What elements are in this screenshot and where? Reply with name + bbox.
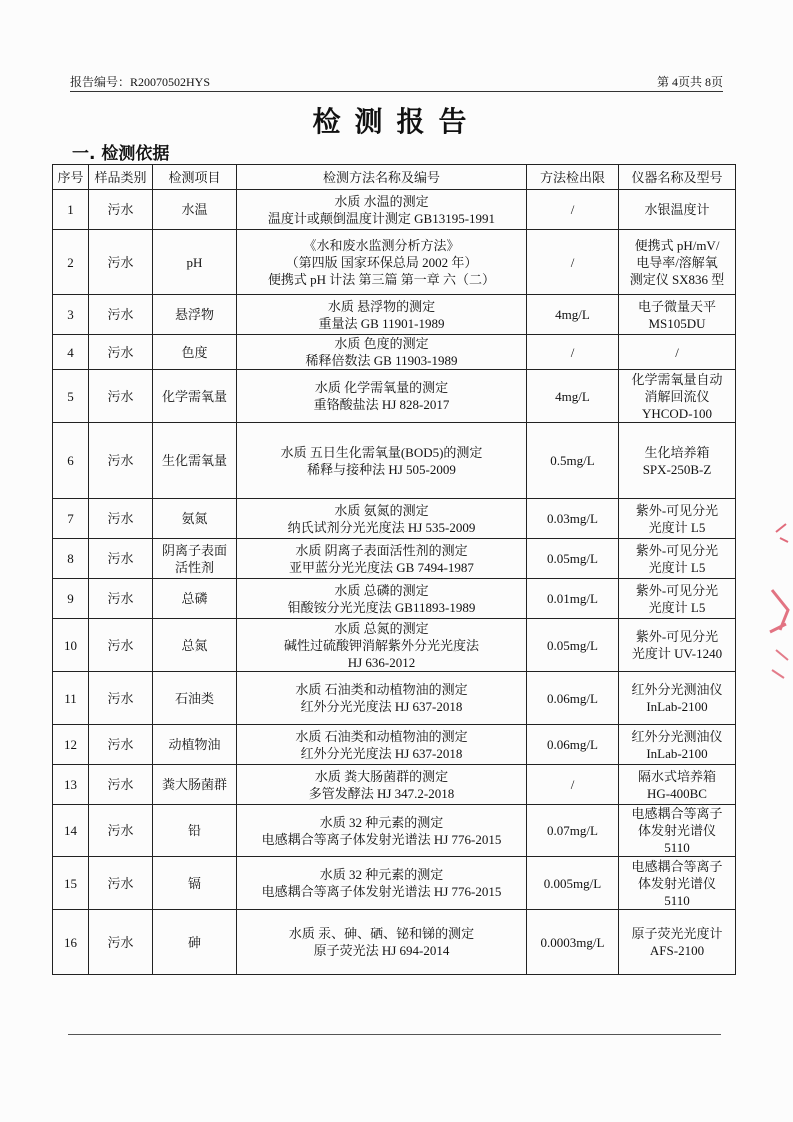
instrument-cell: [619, 335, 736, 370]
instrument-cell-line: 紫外-可见分光: [635, 582, 719, 598]
detection-limit-cell: 0.07mg/L: [527, 805, 619, 857]
detection-limit-cell: /: [527, 335, 619, 370]
sample-category-cell: 污水: [89, 805, 153, 857]
table-row: [53, 190, 736, 230]
method-cell-line: 水质 32 种元素的测定: [319, 814, 444, 830]
table-body: [53, 190, 736, 975]
instrument-cell-line: 原子荧光光度计: [631, 926, 723, 941]
seal-stamp-fragment: [766, 520, 793, 690]
method-cell-line: 水质 石油类和动植物油的测定: [295, 682, 468, 697]
test-item-cell-line: 粪大肠菌群: [161, 777, 227, 792]
instrument-cell-line: MS105DU: [648, 315, 706, 331]
instrument-cell-line: HG-400BC: [647, 785, 707, 801]
test-item-cell: [153, 499, 237, 539]
footer-rule: [68, 1034, 721, 1035]
sample-category-cell: 污水: [89, 190, 153, 230]
table-row: [53, 579, 736, 619]
method-cell-line: 重铬酸盐法 HJ 828-2017: [313, 397, 450, 412]
row-number-cell: 3: [53, 295, 89, 335]
instrument-cell: [619, 230, 736, 295]
method-cell-line: 水质 石油类和动植物油的测定: [295, 728, 468, 744]
instrument-cell-line: 电感耦合等离子: [631, 806, 723, 821]
instrument-cell-line: 体发射光谱仪: [637, 875, 716, 891]
method-cell: [237, 857, 527, 910]
row-number-cell: 15: [53, 857, 89, 910]
table-row: [53, 499, 736, 539]
table-header-row: [53, 165, 736, 190]
instrument-cell-line: 紫外-可见分光: [635, 629, 719, 644]
method-cell-line: 电感耦合等离子体发射光谱法 HJ 776-2015: [261, 884, 502, 899]
method-cell: [237, 672, 527, 725]
instrument-cell-line: 光度计 UV-1240: [631, 646, 723, 661]
header-rule: [70, 91, 723, 92]
test-item-cell: [153, 230, 237, 295]
method-cell: [237, 190, 527, 230]
test-item-cell-line: 悬浮物: [174, 307, 214, 322]
method-cell-line: 碱性过硫酸钾消解紫外分光光度法: [283, 637, 479, 653]
test-item-cell: [153, 423, 237, 499]
row-number-cell: 1: [53, 190, 89, 230]
instrument-cell-line: 紫外-可见分光: [635, 542, 719, 558]
method-cell-line: 水质 五日生化需氧量(BOD5)的测定: [280, 444, 483, 460]
method-cell-line: 重量法 GB 11901-1989: [318, 315, 445, 331]
instrument-cell-line: 电感耦合等离子: [631, 858, 723, 874]
method-cell-line: HJ 636-2012: [347, 654, 416, 670]
method-cell: [237, 295, 527, 335]
method-cell-line: 水质 总磷的测定: [334, 582, 429, 598]
instrument-cell-line: YHCOD-100: [641, 405, 713, 421]
sample-category-cell: 污水: [89, 295, 153, 335]
method-cell: [237, 335, 527, 370]
row-number-cell: 5: [53, 370, 89, 423]
instrument-cell: [619, 423, 736, 499]
instrument-cell: [619, 672, 736, 725]
test-item-cell: [153, 619, 237, 672]
test-item-cell-line: 水温: [181, 202, 208, 217]
test-item-cell-line: pH: [186, 254, 203, 270]
column-header: 检测方法名称及编号: [237, 165, 527, 190]
method-cell: [237, 765, 527, 805]
method-cell-line: 水质 色度的测定: [334, 336, 429, 351]
method-cell: [237, 423, 527, 499]
detection-limit-cell: 0.05mg/L: [527, 539, 619, 579]
table-row: [53, 335, 736, 370]
method-cell-line: 温度计或颠倒温度计测定 GB13195-1991: [267, 210, 496, 226]
instrument-cell-line: 红外分光测油仪: [631, 728, 723, 744]
instrument-cell-line: 生化培养箱: [644, 444, 710, 460]
method-cell-line: 红外分光光度法 HJ 637-2018: [300, 699, 463, 714]
column-header: 序号: [53, 165, 89, 190]
column-header: 样品类别: [89, 165, 153, 190]
test-item-cell: [153, 805, 237, 857]
instrument-cell-line: InLab-2100: [646, 745, 708, 761]
table-row: [53, 910, 736, 975]
method-cell-line: 红外分光光度法 HJ 637-2018: [300, 745, 463, 761]
detection-limit-cell: 0.01mg/L: [527, 579, 619, 619]
detection-limit-cell: 0.06mg/L: [527, 725, 619, 765]
row-number-cell: 16: [53, 910, 89, 975]
test-item-cell-line: 总磷: [181, 591, 208, 606]
detection-limit-cell: 4mg/L: [527, 295, 619, 335]
test-item-cell-line: 氨氮: [181, 511, 208, 526]
instrument-cell: [619, 619, 736, 672]
row-number-cell: 14: [53, 805, 89, 857]
sample-category-cell: 污水: [89, 672, 153, 725]
instrument-cell: [619, 857, 736, 910]
method-cell-line: 稀释与接种法 HJ 505-2009: [307, 461, 456, 477]
instrument-cell: [619, 579, 736, 619]
table-row: [53, 805, 736, 857]
instrument-cell-line: /: [675, 344, 679, 360]
column-header: 检测项目: [153, 165, 237, 190]
instrument-cell-line: 测定仪 SX836 型: [629, 271, 725, 287]
method-cell: [237, 539, 527, 579]
instrument-cell-line: 电子微量天平: [637, 298, 716, 314]
test-item-cell: [153, 335, 237, 370]
test-item-cell-line: 动植物油: [168, 737, 221, 752]
method-cell: [237, 805, 527, 857]
method-cell: [237, 370, 527, 423]
method-cell: [237, 910, 527, 975]
test-item-cell: [153, 857, 237, 910]
method-cell-line: 多管发酵法 HJ 347.2-2018: [308, 785, 455, 801]
row-number-cell: 7: [53, 499, 89, 539]
table-row: [53, 230, 736, 295]
instrument-cell: [619, 499, 736, 539]
instrument-cell-line: 隔水式培养箱: [637, 768, 716, 784]
detection-limit-cell: 0.005mg/L: [527, 857, 619, 910]
instrument-cell-line: 水银温度计: [644, 202, 710, 217]
method-cell-line: 水质 水温的测定: [334, 193, 429, 209]
instrument-cell-line: 光度计 L5: [648, 599, 706, 615]
method-cell-line: 钼酸铵分光光度法 GB11893-1989: [287, 599, 476, 615]
instrument-cell-line: 光度计 L5: [648, 559, 706, 575]
test-item-cell: [153, 370, 237, 423]
instrument-cell-line: AFS-2100: [649, 943, 705, 958]
method-cell: [237, 230, 527, 295]
row-number-cell: 9: [53, 579, 89, 619]
section-heading: 一. 检测依据: [72, 144, 170, 164]
sample-category-cell: 污水: [89, 539, 153, 579]
method-cell-line: 《水和废水监测分析方法》: [303, 237, 460, 253]
test-item-cell: [153, 725, 237, 765]
test-item-cell: [153, 765, 237, 805]
sample-category-cell: 污水: [89, 370, 153, 423]
method-cell-line: 水质 阴离子表面活性剂的测定: [295, 542, 468, 558]
table-row: [53, 295, 736, 335]
detection-limit-cell: 0.06mg/L: [527, 672, 619, 725]
test-item-cell-line: 砷: [187, 934, 201, 950]
method-cell-line: 水质 粪大肠菌群的测定: [314, 768, 449, 784]
instrument-cell-line: 消解回流仪: [644, 388, 710, 404]
sample-category-cell: 污水: [89, 423, 153, 499]
row-number-cell: 13: [53, 765, 89, 805]
instrument-cell-line: 光度计 L5: [648, 519, 706, 535]
table-row: [53, 423, 736, 499]
table-row: [53, 725, 736, 765]
table-row: [53, 539, 736, 579]
instrument-cell-line: 电导率/溶解氧: [636, 254, 718, 270]
detection-limit-cell: /: [527, 765, 619, 805]
instrument-cell: [619, 539, 736, 579]
row-number-cell: 12: [53, 725, 89, 765]
report-number: 报告编号：R20070502HYS: [70, 75, 211, 89]
instrument-cell-line: 体发射光谱仪: [637, 823, 716, 838]
row-number-cell: 4: [53, 335, 89, 370]
instrument-cell: [619, 910, 736, 975]
page-title: 检测报告: [312, 107, 481, 138]
test-item-cell: [153, 539, 237, 579]
row-number-cell: 10: [53, 619, 89, 672]
instrument-cell: [619, 805, 736, 857]
instrument-cell: [619, 295, 736, 335]
detection-limit-cell: 4mg/L: [527, 370, 619, 423]
method-cell: [237, 579, 527, 619]
method-cell-line: 电感耦合等离子体发射光谱法 HJ 776-2015: [261, 831, 502, 847]
method-cell-line: 亚甲蓝分光光度法 GB 7494-1987: [289, 559, 474, 575]
column-header: 方法检出限: [527, 165, 619, 190]
instrument-cell-line: SPX-250B-Z: [642, 461, 712, 477]
test-item-cell-line: 化学需氧量: [161, 388, 227, 404]
row-number-cell: 2: [53, 230, 89, 295]
method-cell-line: 水质 化学需氧量的测定: [314, 380, 449, 395]
page-info: 第 4页共 8页: [656, 75, 723, 89]
test-item-cell-line: 色度: [181, 344, 208, 360]
detection-limit-cell: /: [527, 190, 619, 230]
method-cell-line: 稀释倍数法 GB 11903-1989: [305, 353, 458, 368]
detection-limit-cell: /: [527, 230, 619, 295]
table-row: [53, 619, 736, 672]
method-cell-line: 水质 汞、砷、硒、铋和锑的测定: [288, 926, 475, 941]
instrument-cell-line: 紫外-可见分光: [635, 502, 719, 518]
instrument-cell-line: 便携式 pH/mV/: [634, 237, 720, 253]
instrument-cell: [619, 370, 736, 423]
instrument-cell-line: 化学需氧量自动: [631, 371, 723, 387]
test-item-cell: [153, 672, 237, 725]
test-item-cell: [153, 910, 237, 975]
table-row: [53, 370, 736, 423]
test-item-cell-line: 镉: [187, 875, 201, 891]
method-cell-line: 水质 悬浮物的测定: [327, 298, 436, 314]
sample-category-cell: 污水: [89, 579, 153, 619]
method-cell: [237, 619, 527, 672]
test-item-cell-line: 活性剂: [174, 559, 214, 575]
row-number-cell: 6: [53, 423, 89, 499]
sample-category-cell: 污水: [89, 857, 153, 910]
test-item-cell-line: 石油类: [174, 690, 214, 706]
instrument-cell: [619, 190, 736, 230]
method-cell-line: 纳氏试剂分光光度法 HJ 535-2009: [287, 519, 476, 535]
sample-category-cell: 污水: [89, 765, 153, 805]
test-item-cell: [153, 579, 237, 619]
instrument-cell-line: 5110: [664, 840, 690, 855]
table-row: [53, 765, 736, 805]
table-row: [53, 857, 736, 910]
page-header: [70, 73, 723, 91]
sample-category-cell: 污水: [89, 499, 153, 539]
instrument-cell-line: 红外分光测油仪: [631, 682, 723, 697]
detection-limit-cell: 0.0003mg/L: [527, 910, 619, 975]
method-cell-line: （第四版 国家环保总局 2002 年）: [285, 254, 478, 270]
method-cell-line: 水质 氨氮的测定: [334, 502, 429, 518]
instrument-cell-line: InLab-2100: [646, 699, 708, 714]
instrument-cell: [619, 725, 736, 765]
test-item-cell: [153, 295, 237, 335]
detection-limit-cell: 0.5mg/L: [527, 423, 619, 499]
column-header: 仪器名称及型号: [619, 165, 736, 190]
test-item-cell-line: 生化需氧量: [161, 453, 227, 468]
sample-category-cell: 污水: [89, 619, 153, 672]
detection-limit-cell: 0.03mg/L: [527, 499, 619, 539]
method-cell-line: 水质 总氮的测定: [334, 620, 429, 636]
instrument-cell: [619, 765, 736, 805]
instrument-cell-line: 5110: [664, 892, 690, 908]
method-cell-line: 便携式 pH 计法 第三篇 第一章 六（二）: [267, 271, 496, 287]
detection-limit-cell: 0.05mg/L: [527, 619, 619, 672]
method-cell-line: 水质 32 种元素的测定: [319, 867, 444, 882]
method-cell: [237, 499, 527, 539]
method-cell-line: 原子荧光法 HJ 694-2014: [313, 943, 450, 958]
method-cell: [237, 725, 527, 765]
table-row: [53, 672, 736, 725]
test-item-cell-line: 总氮: [181, 637, 208, 653]
test-item-cell: [153, 190, 237, 230]
detection-basis-table: [52, 164, 736, 975]
sample-category-cell: 污水: [89, 725, 153, 765]
test-item-cell-line: 阴离子表面: [161, 542, 227, 558]
sample-category-cell: 污水: [89, 335, 153, 370]
sample-category-cell: 污水: [89, 230, 153, 295]
row-number-cell: 8: [53, 539, 89, 579]
test-item-cell-line: 铅: [187, 823, 201, 838]
sample-category-cell: 污水: [89, 910, 153, 975]
row-number-cell: 11: [53, 672, 89, 725]
